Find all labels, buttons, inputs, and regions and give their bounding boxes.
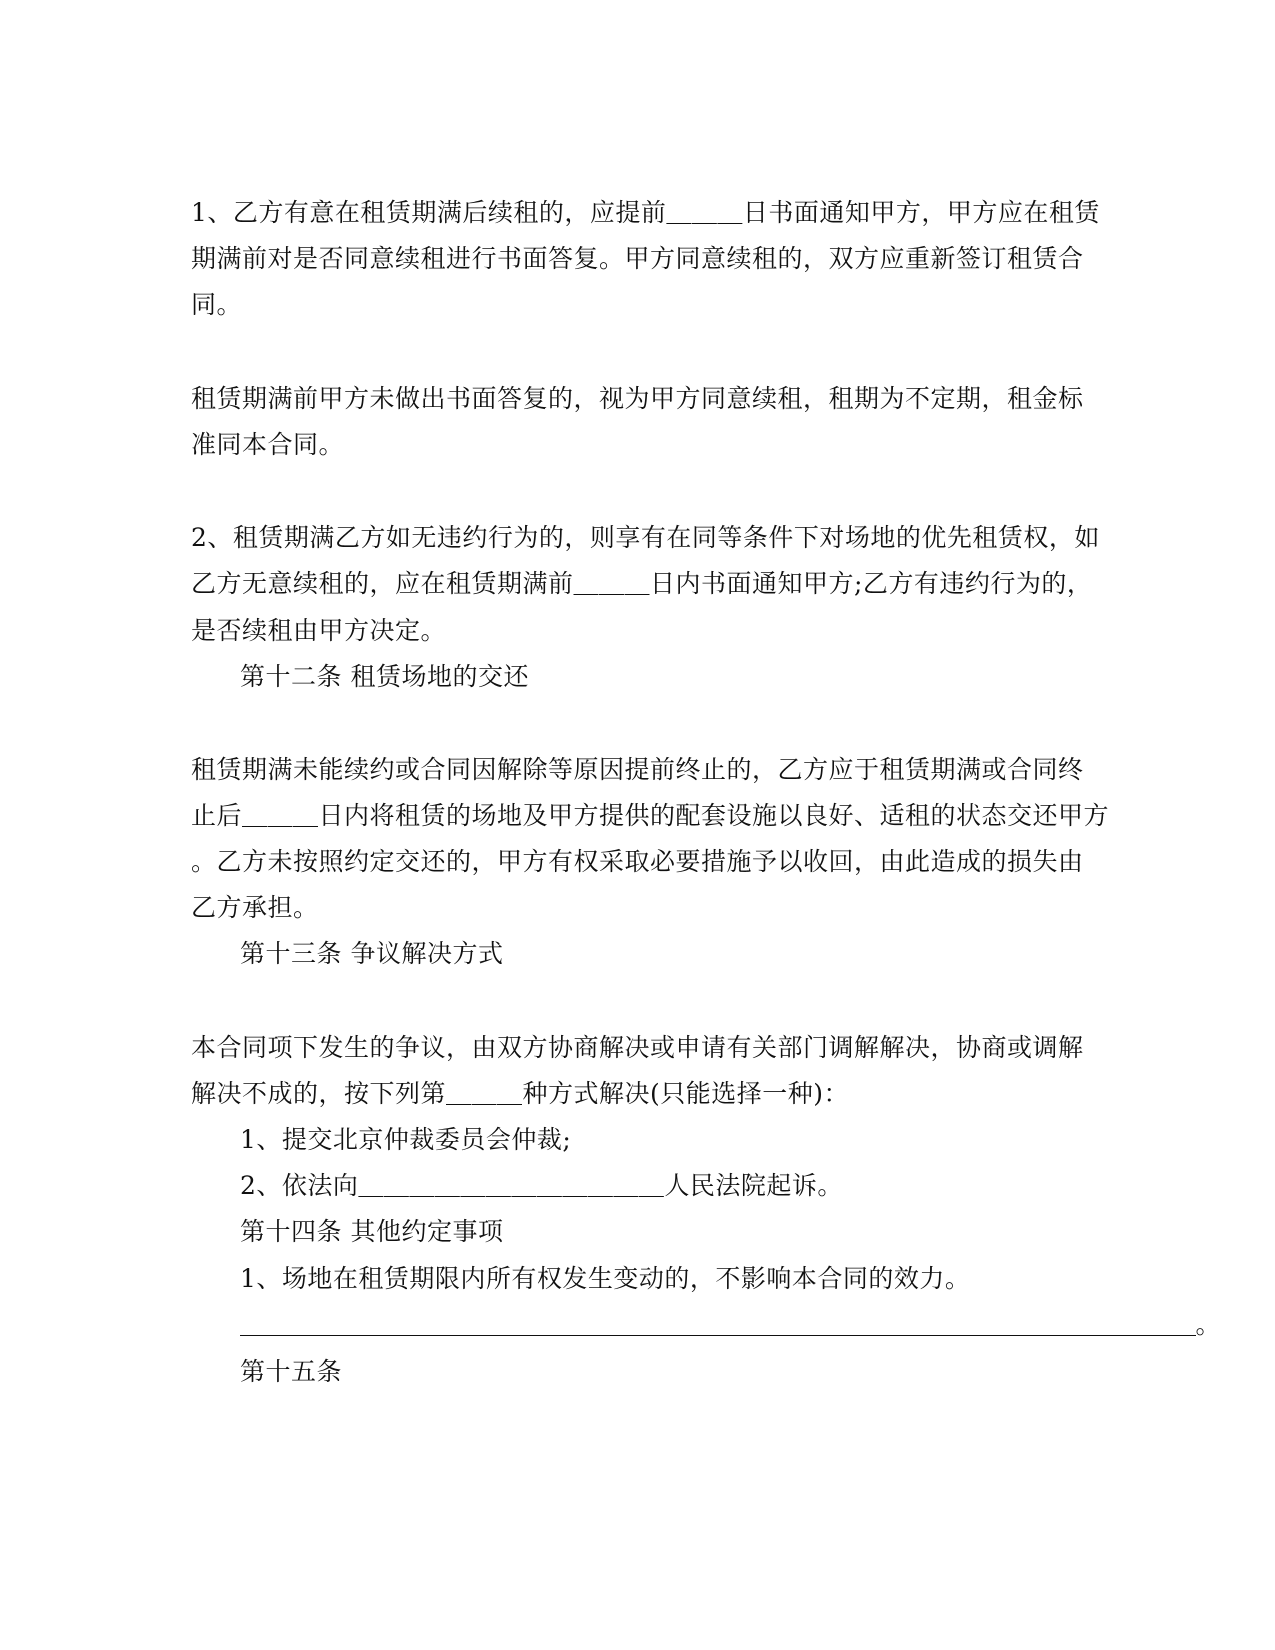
paragraph-renewal-notice-line-1: 1、乙方有意在租赁期满后续租的，应提前＿＿＿日书面通知甲方，甲方应在租赁 (191, 198, 1100, 227)
dispute-option-1: 1、提交北京仲裁委员会仲裁; (240, 1125, 572, 1154)
paragraph-return-line-4: 乙方承担。 (191, 893, 319, 922)
paragraph-no-reply-line-1: 租赁期满前甲方未做出书面答复的，视为甲方同意续租，租期为不定期，租金标 (191, 384, 1084, 413)
article-14-heading: 第十四条 其他约定事项 (240, 1217, 504, 1246)
paragraph-return-line-2: 止后＿＿＿日内将租赁的场地及甲方提供的配套设施以良好、适租的状态交还甲方 (191, 801, 1110, 830)
paragraph-no-reply-line-2: 准同本合同。 (191, 430, 345, 459)
paragraph-renewal-notice-line-2: 期满前对是否同意续租进行书面答复。甲方同意续租的，双方应重新签订租赁合 (191, 244, 1084, 273)
article-12-heading: 第十二条 租赁场地的交还 (240, 662, 529, 691)
article-13-heading: 第十三条 争议解决方式 (240, 939, 504, 968)
article-14-item-1: 1、场地在租赁期限内所有权发生变动的，不影响本合同的效力。 (240, 1264, 971, 1293)
paragraph-return-line-3: 。乙方未按照约定交还的，甲方有权采取必要措施予以收回，由此造成的损失由 (191, 847, 1084, 876)
dispute-option-2: 2、依法向＿＿＿＿＿＿＿＿＿＿＿＿人民法院起诉。 (240, 1171, 843, 1200)
paragraph-return-line-1: 租赁期满未能续约或合同因解除等原因提前终止的，乙方应于租赁期满或合同终 (191, 755, 1084, 784)
paragraph-renewal-notice-line-3: 同。 (191, 290, 243, 319)
paragraph-priority-lease-line-2: 乙方无意续租的，应在租赁期满前＿＿＿日内书面通知甲方;乙方有违约行为的， (191, 569, 1093, 598)
paragraph-priority-lease-line-3: 是否续租由甲方决定。 (191, 616, 447, 645)
paragraph-priority-lease-line-1: 2、租赁期满乙方如无违约行为的，则享有在同等条件下对场地的优先租赁权，如 (191, 523, 1100, 552)
article-15-heading: 第十五条 (240, 1357, 343, 1386)
article-14-blank-line: ＿＿＿＿＿＿＿＿＿＿＿＿＿＿＿＿＿＿＿＿＿＿＿＿＿＿＿＿＿＿＿＿＿＿＿＿＿＿＿。 (240, 1310, 1221, 1339)
paragraph-dispute-line-2: 解决不成的，按下列第＿＿＿种方式解决(只能选择一种)： (191, 1079, 850, 1108)
paragraph-dispute-line-1: 本合同项下发生的争议，由双方协商解决或申请有关部门调解解决，协商或调解 (191, 1033, 1084, 1062)
